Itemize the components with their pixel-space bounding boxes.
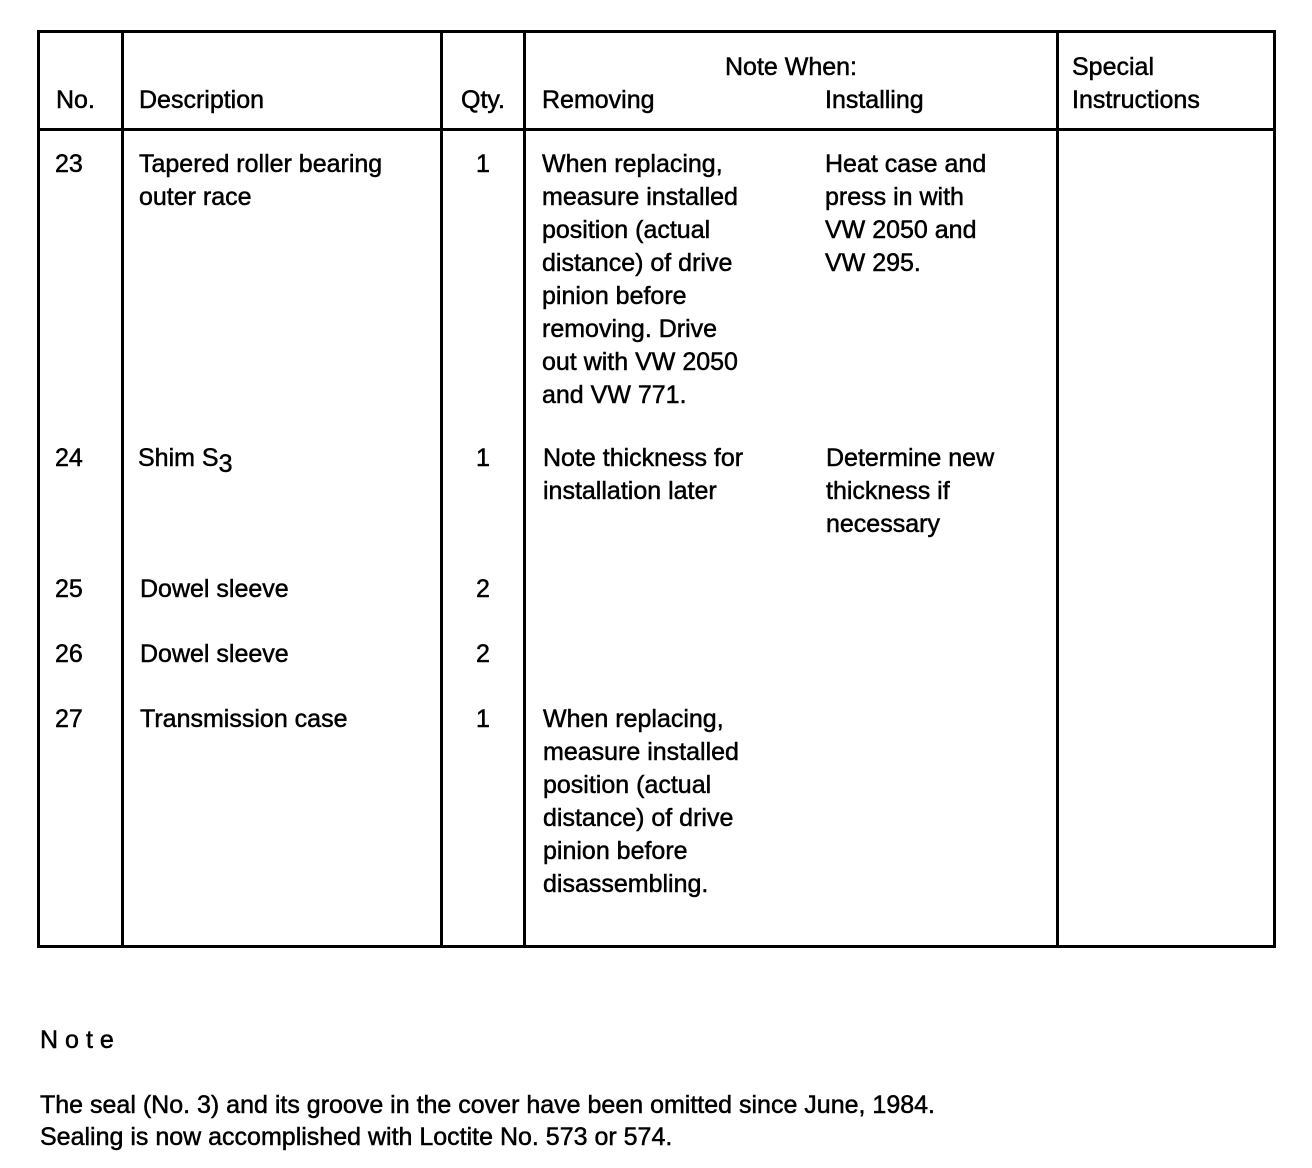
column-divider: [523, 33, 526, 945]
description-text: Shim S: [138, 444, 219, 472]
header-description: Description: [139, 86, 265, 114]
row-no: 25: [55, 575, 83, 603]
row-no: 27: [55, 705, 83, 733]
note-heading: Note: [40, 1026, 121, 1054]
row-description: Dowel sleeve: [140, 575, 289, 603]
header-removing: Removing: [542, 86, 655, 114]
row-qty: 2: [476, 640, 490, 668]
column-divider: [121, 33, 124, 945]
row-qty: 1: [476, 150, 490, 178]
row-qty: 1: [476, 705, 490, 733]
description-subscript: 3: [218, 450, 233, 478]
row-no: 24: [55, 444, 83, 472]
row-installing: Determine new thickness if necessary: [826, 444, 995, 538]
parts-table: [37, 30, 1276, 948]
row-description: Transmission case: [140, 705, 348, 733]
note-text: The seal (No. 3) and its groove in the cover have been omitted since June, 1984. Sealing is now accomplished with Loctite No. 573 or 574.: [40, 1091, 935, 1151]
row-installing: Heat case and press in with VW 2050 and VW 295.: [825, 150, 987, 277]
header-qty: Qty.: [461, 86, 505, 114]
row-description: Tapered roller bearing outer race: [139, 150, 383, 211]
row-qty: 2: [476, 575, 490, 603]
row-qty: 1: [476, 444, 490, 472]
header-divider: [40, 128, 1273, 131]
row-removing: When replacing, measure installed position (actual distance) of drive pinion before removing. Drive out with VW 2050 and VW 771.: [542, 150, 738, 409]
header-installing: Installing: [825, 86, 924, 114]
column-divider: [1056, 33, 1059, 945]
row-removing: When replacing, measure installed position (actual distance) of drive pinion before disassembling.: [543, 705, 739, 898]
header-special-instructions: Special Instructions: [1072, 53, 1200, 114]
row-removing: Note thickness for installation later: [543, 444, 744, 505]
row-no: 23: [55, 150, 83, 178]
row-description: Dowel sleeve: [140, 640, 289, 668]
header-note-when: Note When:: [724, 53, 857, 81]
header-no: No.: [56, 86, 95, 114]
row-description: [138, 442, 233, 478]
row-no: 26: [55, 640, 83, 668]
